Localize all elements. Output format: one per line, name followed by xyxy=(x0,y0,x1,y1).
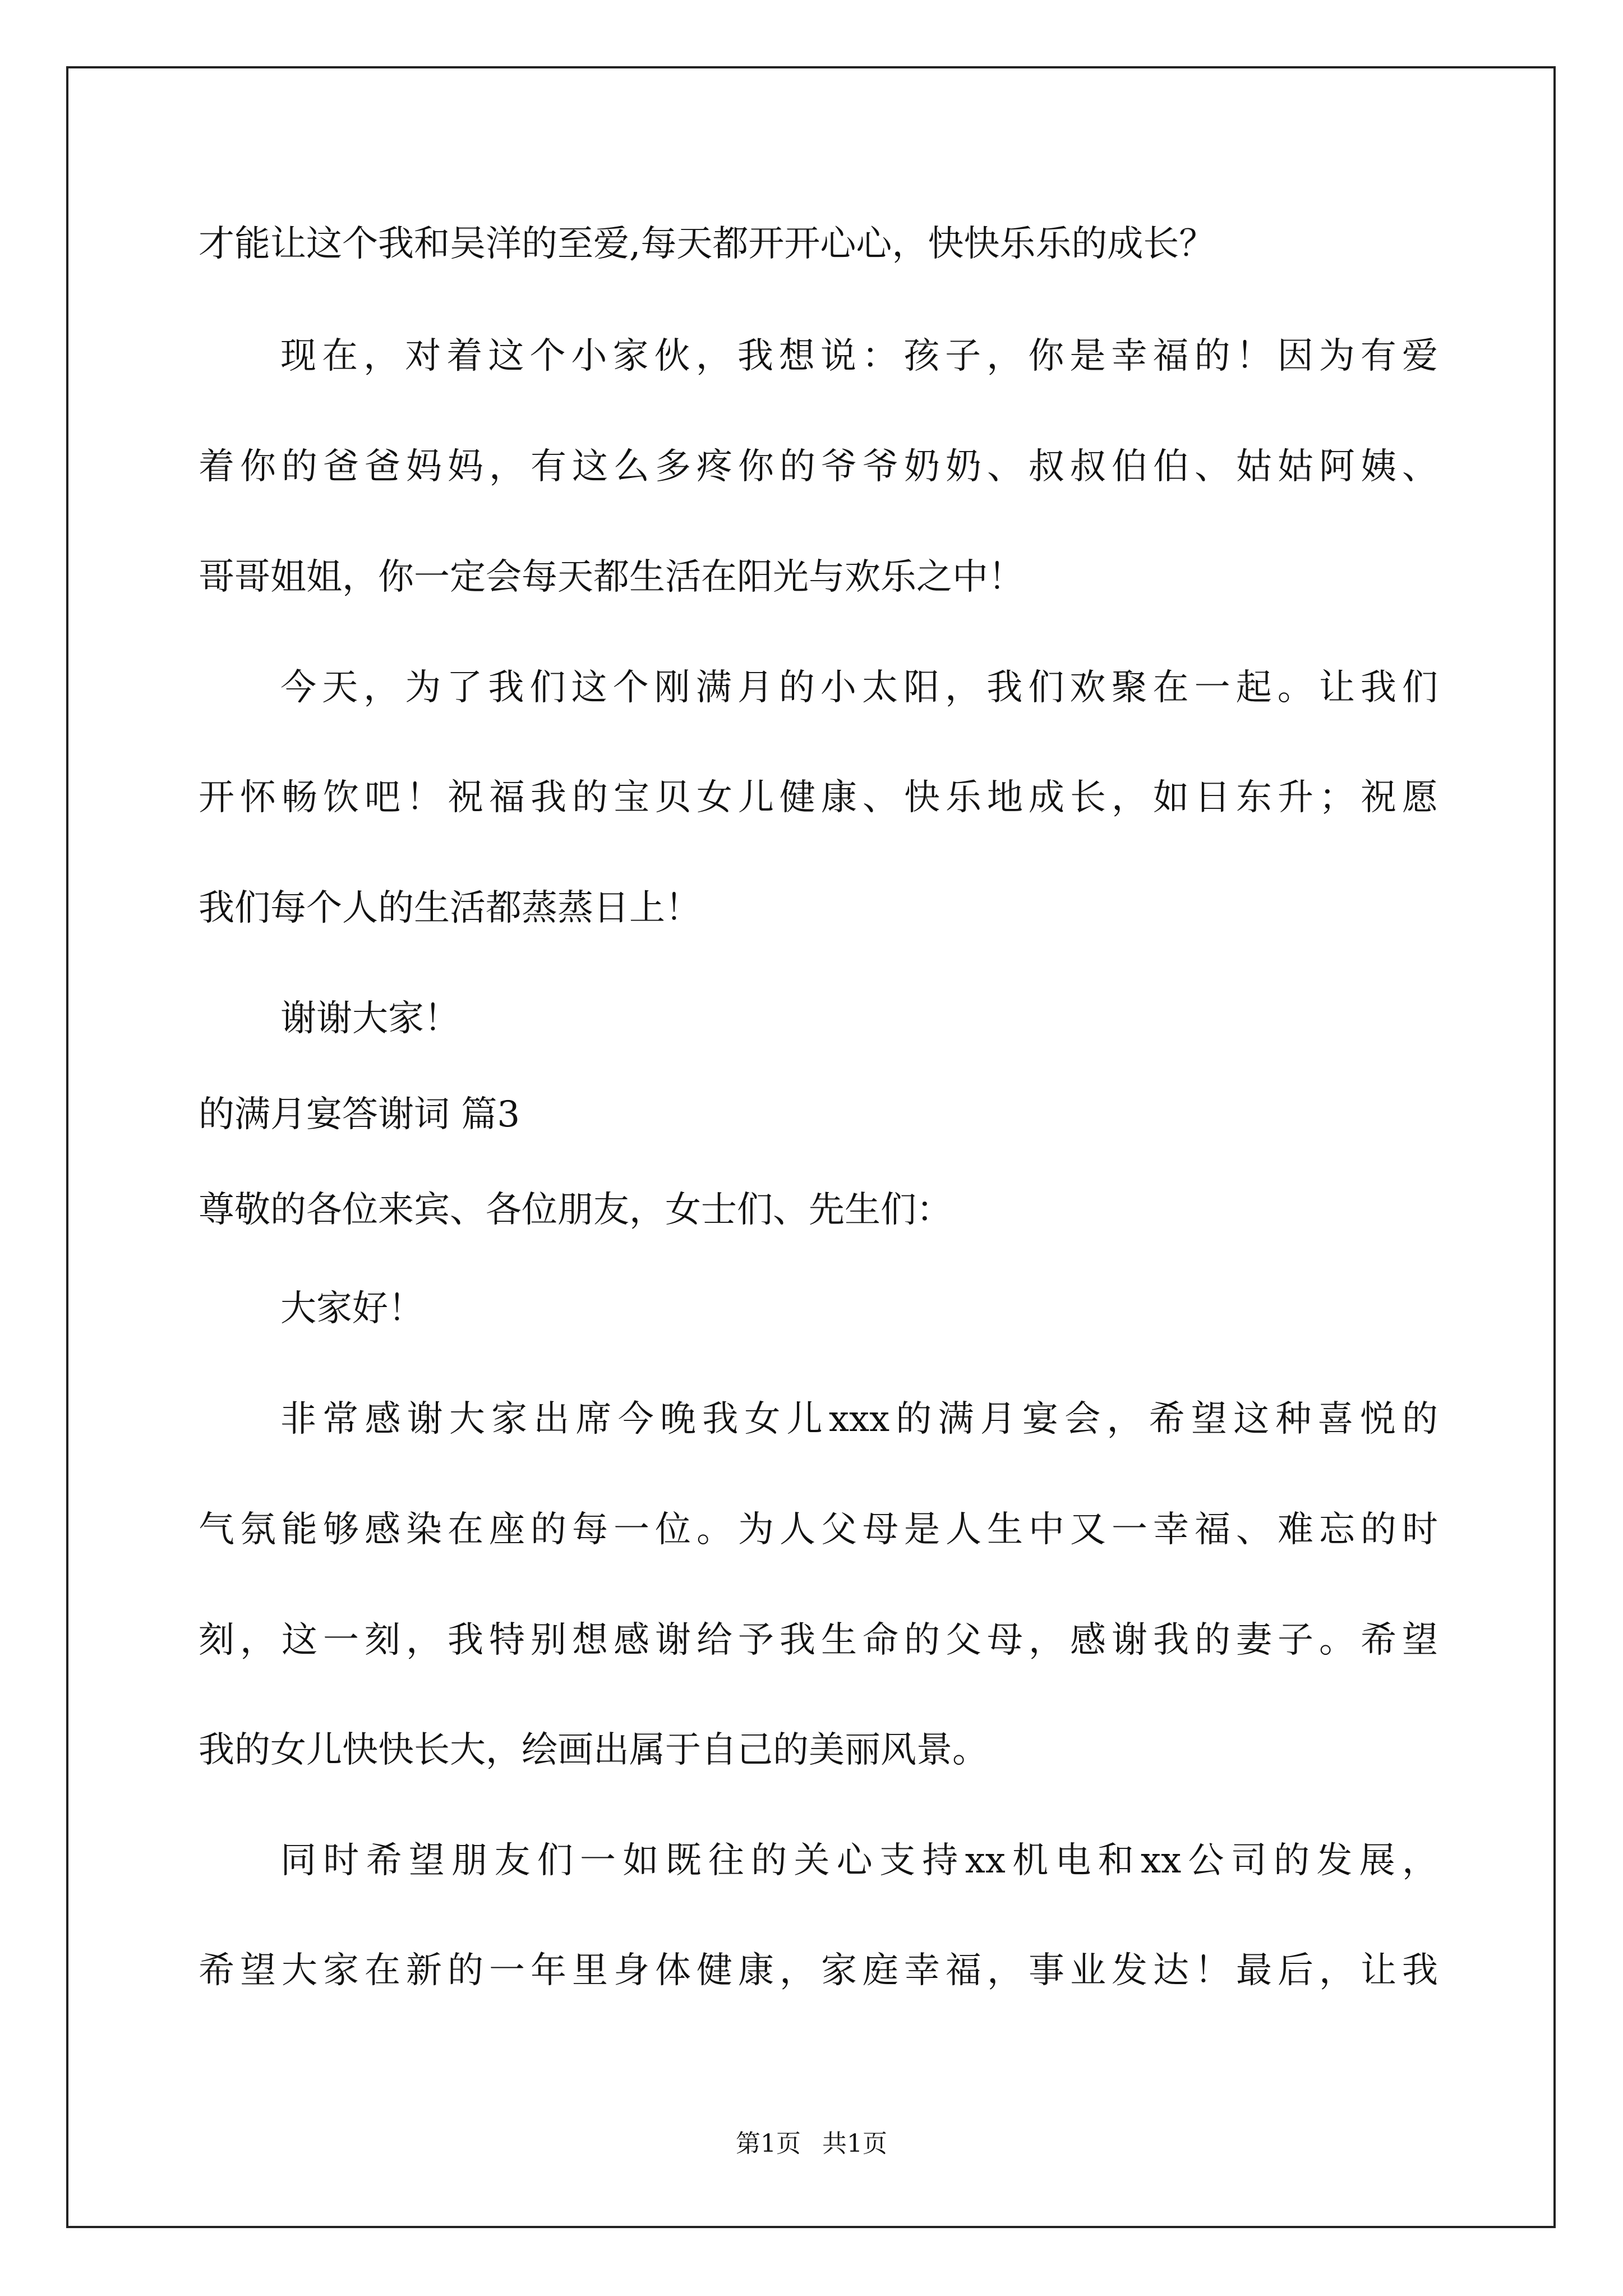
text-line-17: 希望大家在新的一年里身体健康，家庭幸福，事业发达！最后，让我 xyxy=(199,1950,1438,1991)
page-footer xyxy=(0,2127,1623,2161)
page-number-current: 第1页 xyxy=(736,2129,801,2158)
text-line-5: 今天，为了我们这个刚满月的小太阳，我们欢聚在一起。让我们 xyxy=(280,667,1438,708)
text-line-4: 哥哥姐姐，你一定会每天都生活在阳光与欢乐之中！ xyxy=(199,556,1024,598)
text-line-16: 同时希望朋友们一如既往的关心支持xx机电和xx公司的发展， xyxy=(280,1840,1438,1881)
page-frame xyxy=(66,66,1556,2228)
greeting-line: 尊敬的各位来宾、各位朋友，女士们、先生们： xyxy=(199,1189,952,1231)
text-line-1: 才能让这个我和吴洋的至爱,每天都开开心心，快快乐乐的成长？ xyxy=(199,223,1215,265)
text-line-7: 我们每个人的生活都蒸蒸日上！ xyxy=(199,887,701,929)
page-number-total: 共1页 xyxy=(822,2129,887,2158)
text-line-2: 现在，对着这个小家伙，我想说：孩子，你是幸福的！因为有爱 xyxy=(280,335,1438,377)
text-line-12: 非常感谢大家出席今晚我女儿xxx的满月宴会，希望这种喜悦的 xyxy=(280,1398,1438,1440)
text-line-15: 我的女儿快快长大，绘画出属于自己的美丽风景。 xyxy=(199,1729,988,1771)
text-line-13: 气氛能够感染在座的每一位。为人父母是人生中又一幸福、难忘的时 xyxy=(199,1509,1438,1550)
text-line-3: 着你的爸爸妈妈，有这么多疼你的爷爷奶奶、叔叔伯伯、姑姑阿姨、 xyxy=(199,446,1438,487)
text-line-6: 开怀畅饮吧！祝福我的宝贝女儿健康、快乐地成长，如日东升；祝愿 xyxy=(199,777,1438,818)
section-heading: 的满月宴答谢词 篇3 xyxy=(199,1094,520,1135)
text-line-14: 刻，这一刻，我特别想感谢给予我生命的父母，感谢我的妻子。希望 xyxy=(199,1619,1438,1661)
text-line-11: 大家好！ xyxy=(280,1288,424,1329)
text-line-8: 谢谢大家！ xyxy=(280,998,460,1039)
